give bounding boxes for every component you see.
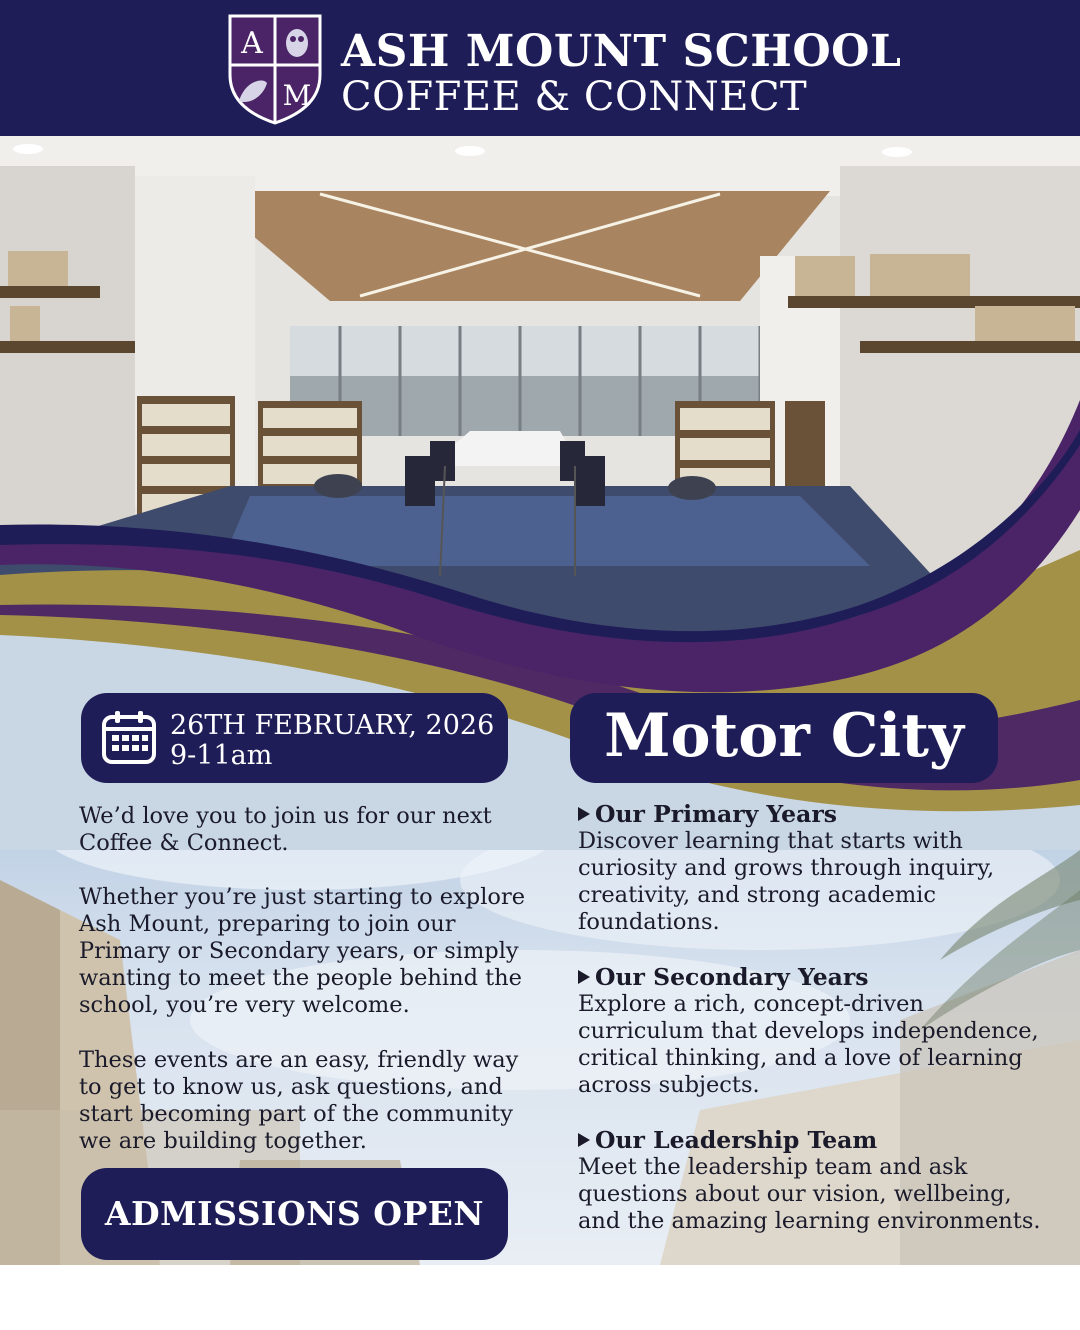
- triangle-bullet-icon: [578, 807, 590, 821]
- intro-paragraph-3: These events are an easy, friendly way to get to know us, ask questions, and start becoming part of the community we are building together.: [79, 1047, 519, 1154]
- section-body: Explore a rich, concept-driven curriculum that develops independence, critical thinking, and a love of learning across subjects.: [578, 991, 1039, 1098]
- section-body: Meet the leadership team and ask questions about our vision, wellbeing, and the amazing learning environments.: [578, 1154, 1041, 1234]
- section-secondary-years: [578, 964, 1048, 1099]
- owl-icon: [286, 29, 308, 57]
- admissions-open-button[interactable]: [81, 1168, 508, 1260]
- location-badge: [570, 693, 998, 783]
- event-date-time: [170, 711, 494, 771]
- event-name: COFFEE & CONNECT: [341, 74, 808, 120]
- event-location: Motor City: [604, 701, 964, 771]
- header-banner: [0, 0, 1080, 136]
- triangle-bullet-icon: [578, 970, 590, 984]
- school-crest-logo: [227, 13, 323, 125]
- crest-letter-m: M: [282, 79, 312, 112]
- event-time: 9-11am: [170, 740, 273, 771]
- section-body: Discover learning that starts with curiosity and grows through inquiry, creativity, and strong academic foundations.: [578, 828, 995, 935]
- date-time-badge: [81, 693, 508, 783]
- intro-paragraph-2: Whether you’re just starting to explore Ash Mount, preparing to join our Primary or Secondary years, or simply wanting to meet the people behind the school, you’re very welcome.: [79, 884, 526, 1018]
- section-leadership-team: [578, 1127, 1048, 1235]
- section-title: Our Leadership Team: [595, 1126, 878, 1154]
- section-title: Our Secondary Years: [595, 963, 869, 991]
- admissions-open-label: ADMISSIONS OPEN: [104, 1194, 485, 1233]
- event-date: 26TH FEBRUARY, 2026: [170, 710, 495, 741]
- section-primary-years: [578, 801, 1048, 936]
- calendar-icon: [101, 709, 157, 765]
- intro-paragraph-1: We’d love you to join us for our next Coffee & Connect.: [79, 803, 492, 856]
- crest-letter-a: A: [241, 26, 263, 61]
- section-title: Our Primary Years: [595, 800, 837, 828]
- triangle-bullet-icon: [578, 1133, 590, 1147]
- school-name: ASH MOUNT SCHOOL: [341, 26, 902, 77]
